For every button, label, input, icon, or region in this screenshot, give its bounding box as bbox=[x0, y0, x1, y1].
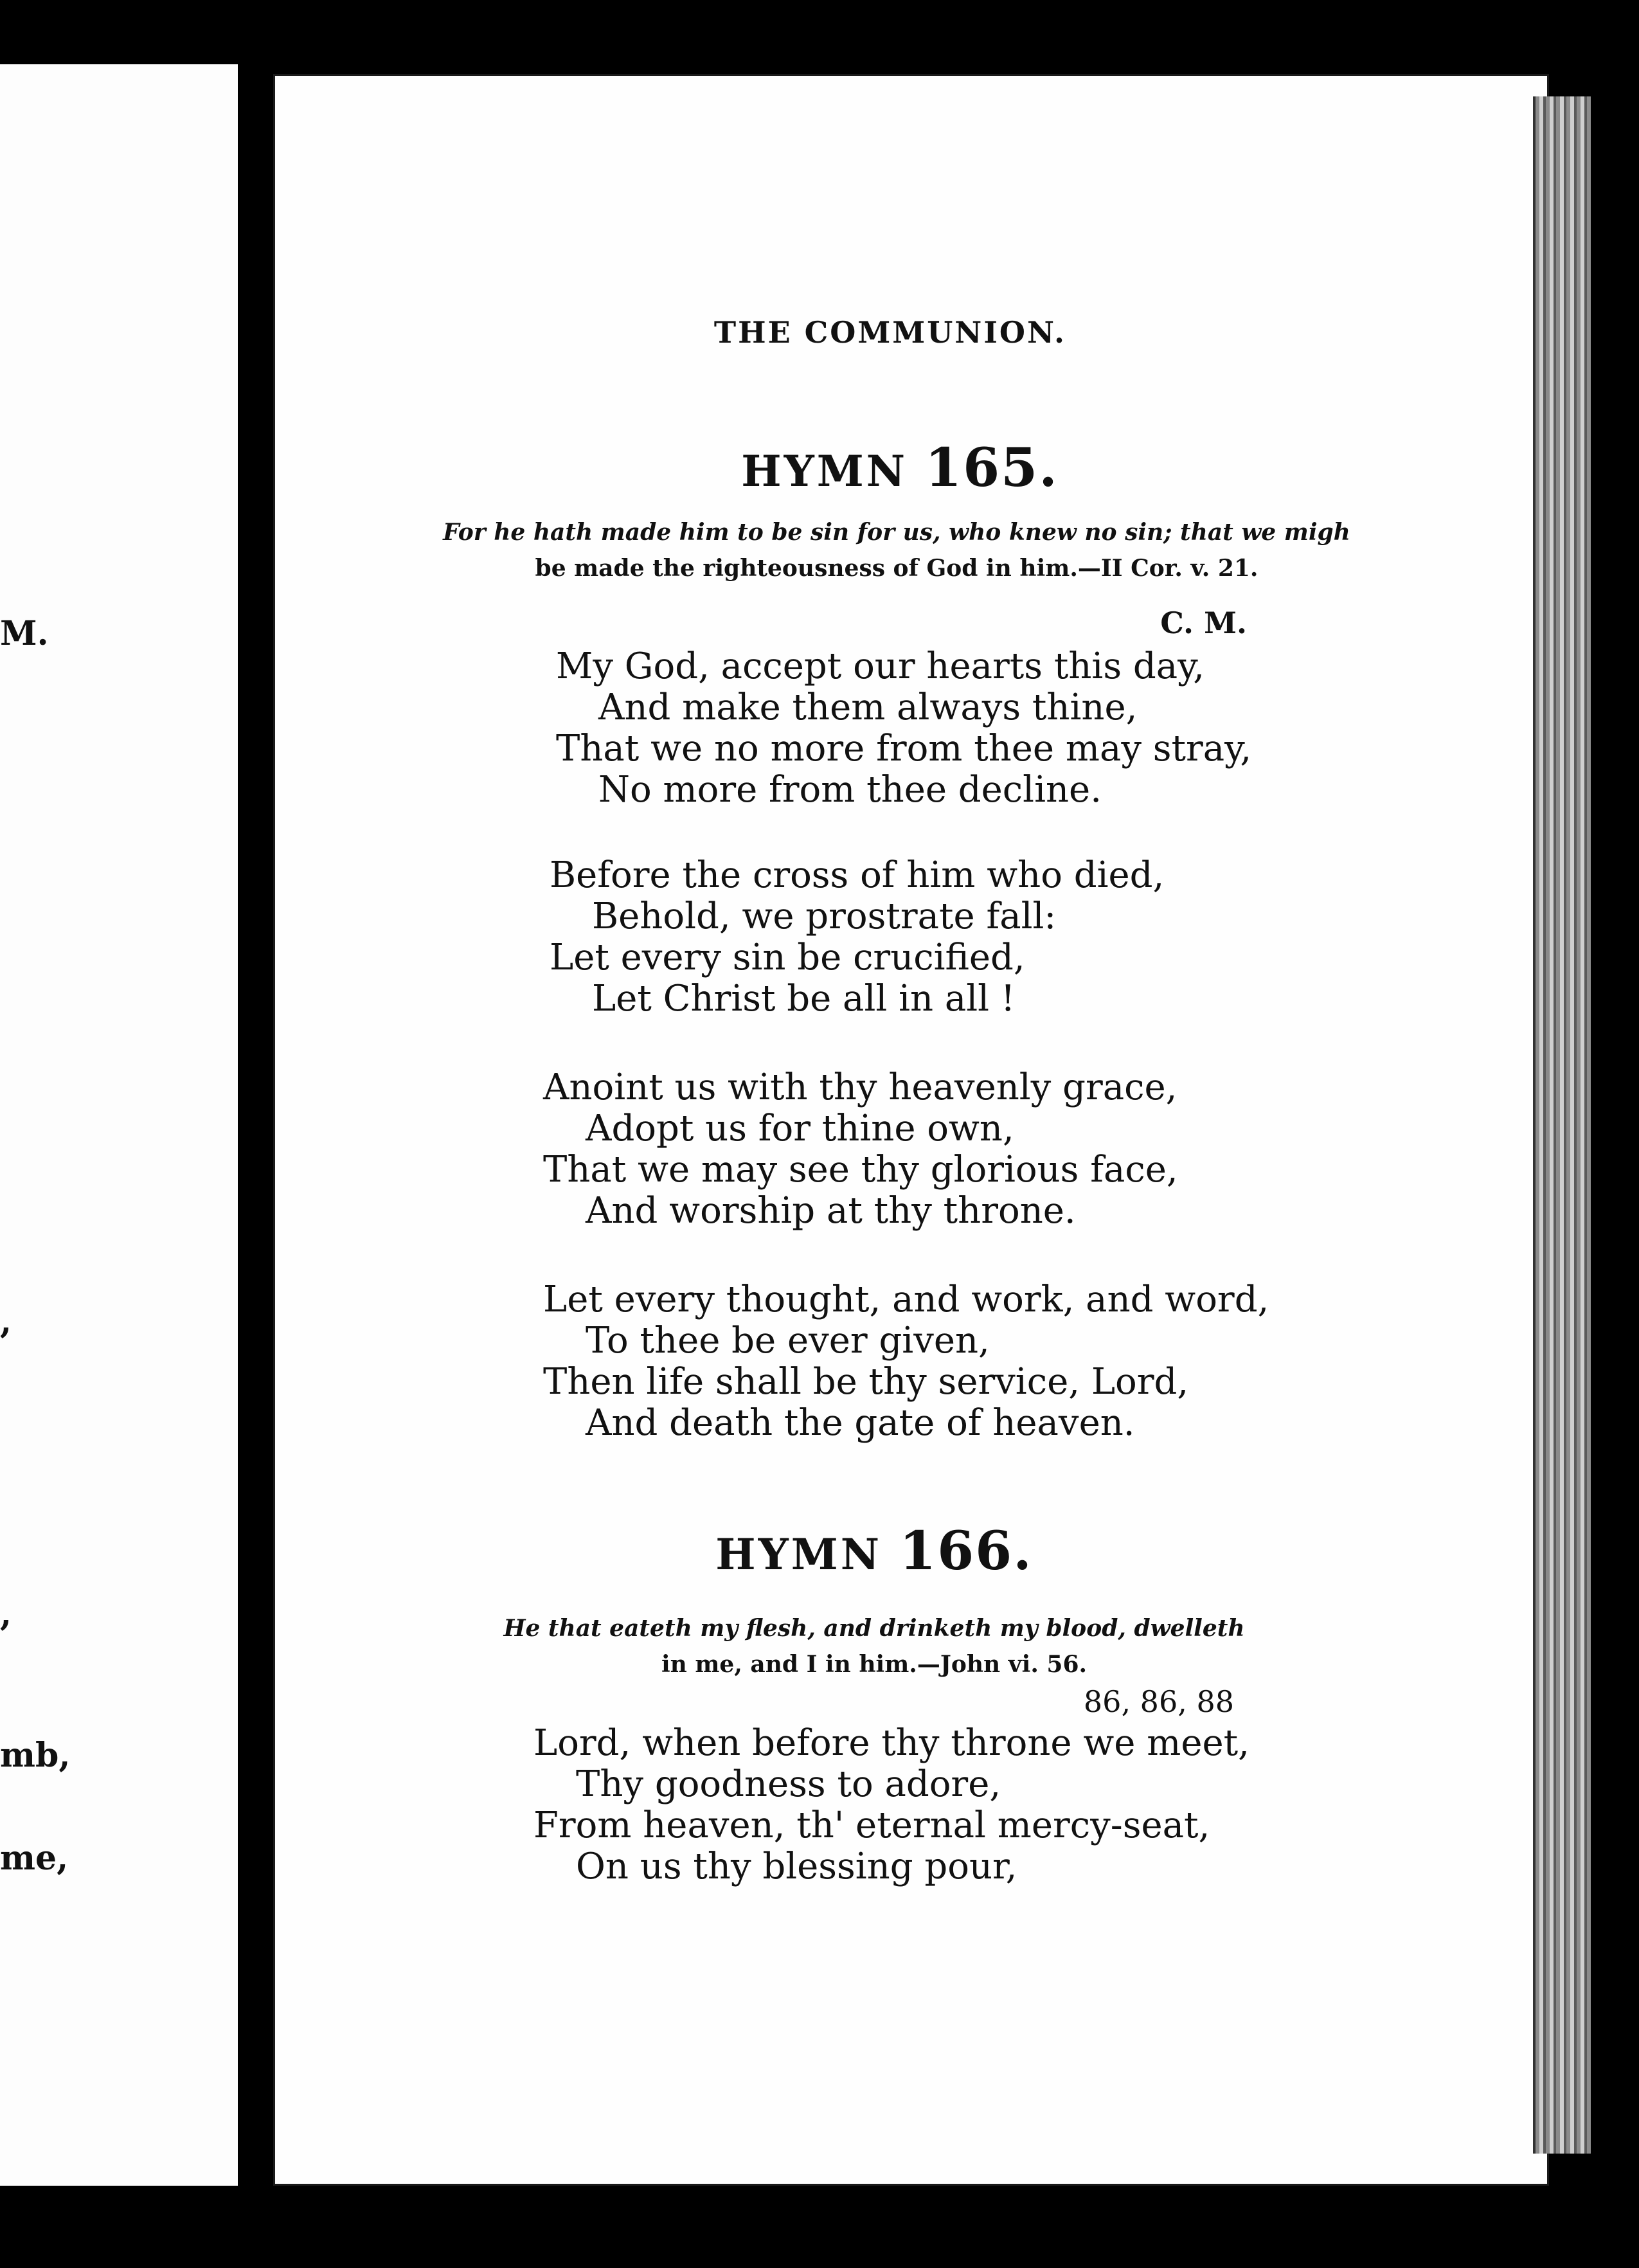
verse-line: My God, accept our hearts this day, bbox=[556, 645, 1205, 687]
left-fragment: mb, bbox=[0, 1736, 71, 1775]
stanza bbox=[533, 1723, 1249, 1887]
verse-line: From heaven, th' eternal mercy-seat, bbox=[533, 1805, 1210, 1846]
verse-line: Behold, we prostrate fall: bbox=[592, 896, 1057, 937]
verse-line: Let Christ be all in all ! bbox=[592, 978, 1016, 1020]
hymn-epigraph bbox=[424, 514, 1369, 586]
verse-line: And make them always thine, bbox=[598, 687, 1138, 728]
verse-line: That we no more from thee may stray, bbox=[556, 728, 1252, 770]
verse-line: And death the gate of heaven. bbox=[586, 1402, 1135, 1444]
left-fragment: , bbox=[0, 1302, 12, 1341]
verse-line: Anoint us with thy heavenly grace, bbox=[543, 1066, 1178, 1108]
verse-line: Let every thought, and work, and word, bbox=[543, 1279, 1269, 1320]
hymn-epigraph bbox=[476, 1610, 1273, 1682]
scan-edge bbox=[1591, 64, 1639, 2199]
hymn-number: 165. bbox=[925, 437, 1059, 499]
running-head: THE COMMUNION. bbox=[713, 315, 1067, 350]
verse-line: Lord, when before thy throne we meet, bbox=[533, 1722, 1249, 1764]
verse-line: On us thy blessing pour, bbox=[576, 1846, 1017, 1887]
left-page-fragment bbox=[0, 64, 242, 2186]
hymn-meter: 86, 86, 88 bbox=[1083, 1684, 1234, 1719]
stanza bbox=[556, 646, 1251, 811]
verse-line: And worship at thy throne. bbox=[586, 1190, 1076, 1232]
verse-line: That we may see thy glorious face, bbox=[543, 1149, 1178, 1191]
hymn-meter: C. M. bbox=[1160, 606, 1247, 640]
book-gutter bbox=[238, 51, 276, 2224]
stanza bbox=[543, 1067, 1178, 1232]
left-fragment: , bbox=[0, 1594, 12, 1634]
verse-line: Let every sin be crucified, bbox=[550, 937, 1025, 978]
hymn-label: HYMN bbox=[715, 1529, 882, 1580]
verse-line: Before the cross of him who died, bbox=[550, 854, 1165, 896]
epigraph-line: He that eateth my flesh, and drinketh my blood, dwelleth bbox=[503, 1615, 1245, 1642]
verse-line: Then life shall be thy service, Lord, bbox=[543, 1361, 1189, 1403]
hymn-title bbox=[643, 437, 1157, 499]
epigraph-line: For he hath made him to be sin for us, who knew no sin; that we migh bbox=[443, 519, 1350, 546]
left-fragment: me, bbox=[0, 1839, 69, 1878]
verse-line: Thy goodness to adore, bbox=[576, 1763, 1001, 1805]
page-edges bbox=[1533, 96, 1593, 2154]
hymn-title bbox=[617, 1520, 1131, 1582]
epigraph-line: in me, and I in him.—John vi. 56. bbox=[661, 1651, 1088, 1678]
verse-line: To thee be ever given, bbox=[586, 1320, 990, 1362]
stanza bbox=[550, 855, 1164, 1020]
epigraph-line: be made the righteousness of God in him.—II Cor. v. 21. bbox=[535, 555, 1258, 582]
hymn-number: 166. bbox=[899, 1520, 1033, 1582]
verse-line: No more from thee decline. bbox=[598, 769, 1102, 811]
verse-line: Adopt us for thine own, bbox=[586, 1108, 1014, 1149]
stanza bbox=[543, 1279, 1269, 1444]
left-fragment: M. bbox=[0, 614, 49, 653]
hymn-label: HYMN bbox=[741, 446, 908, 496]
